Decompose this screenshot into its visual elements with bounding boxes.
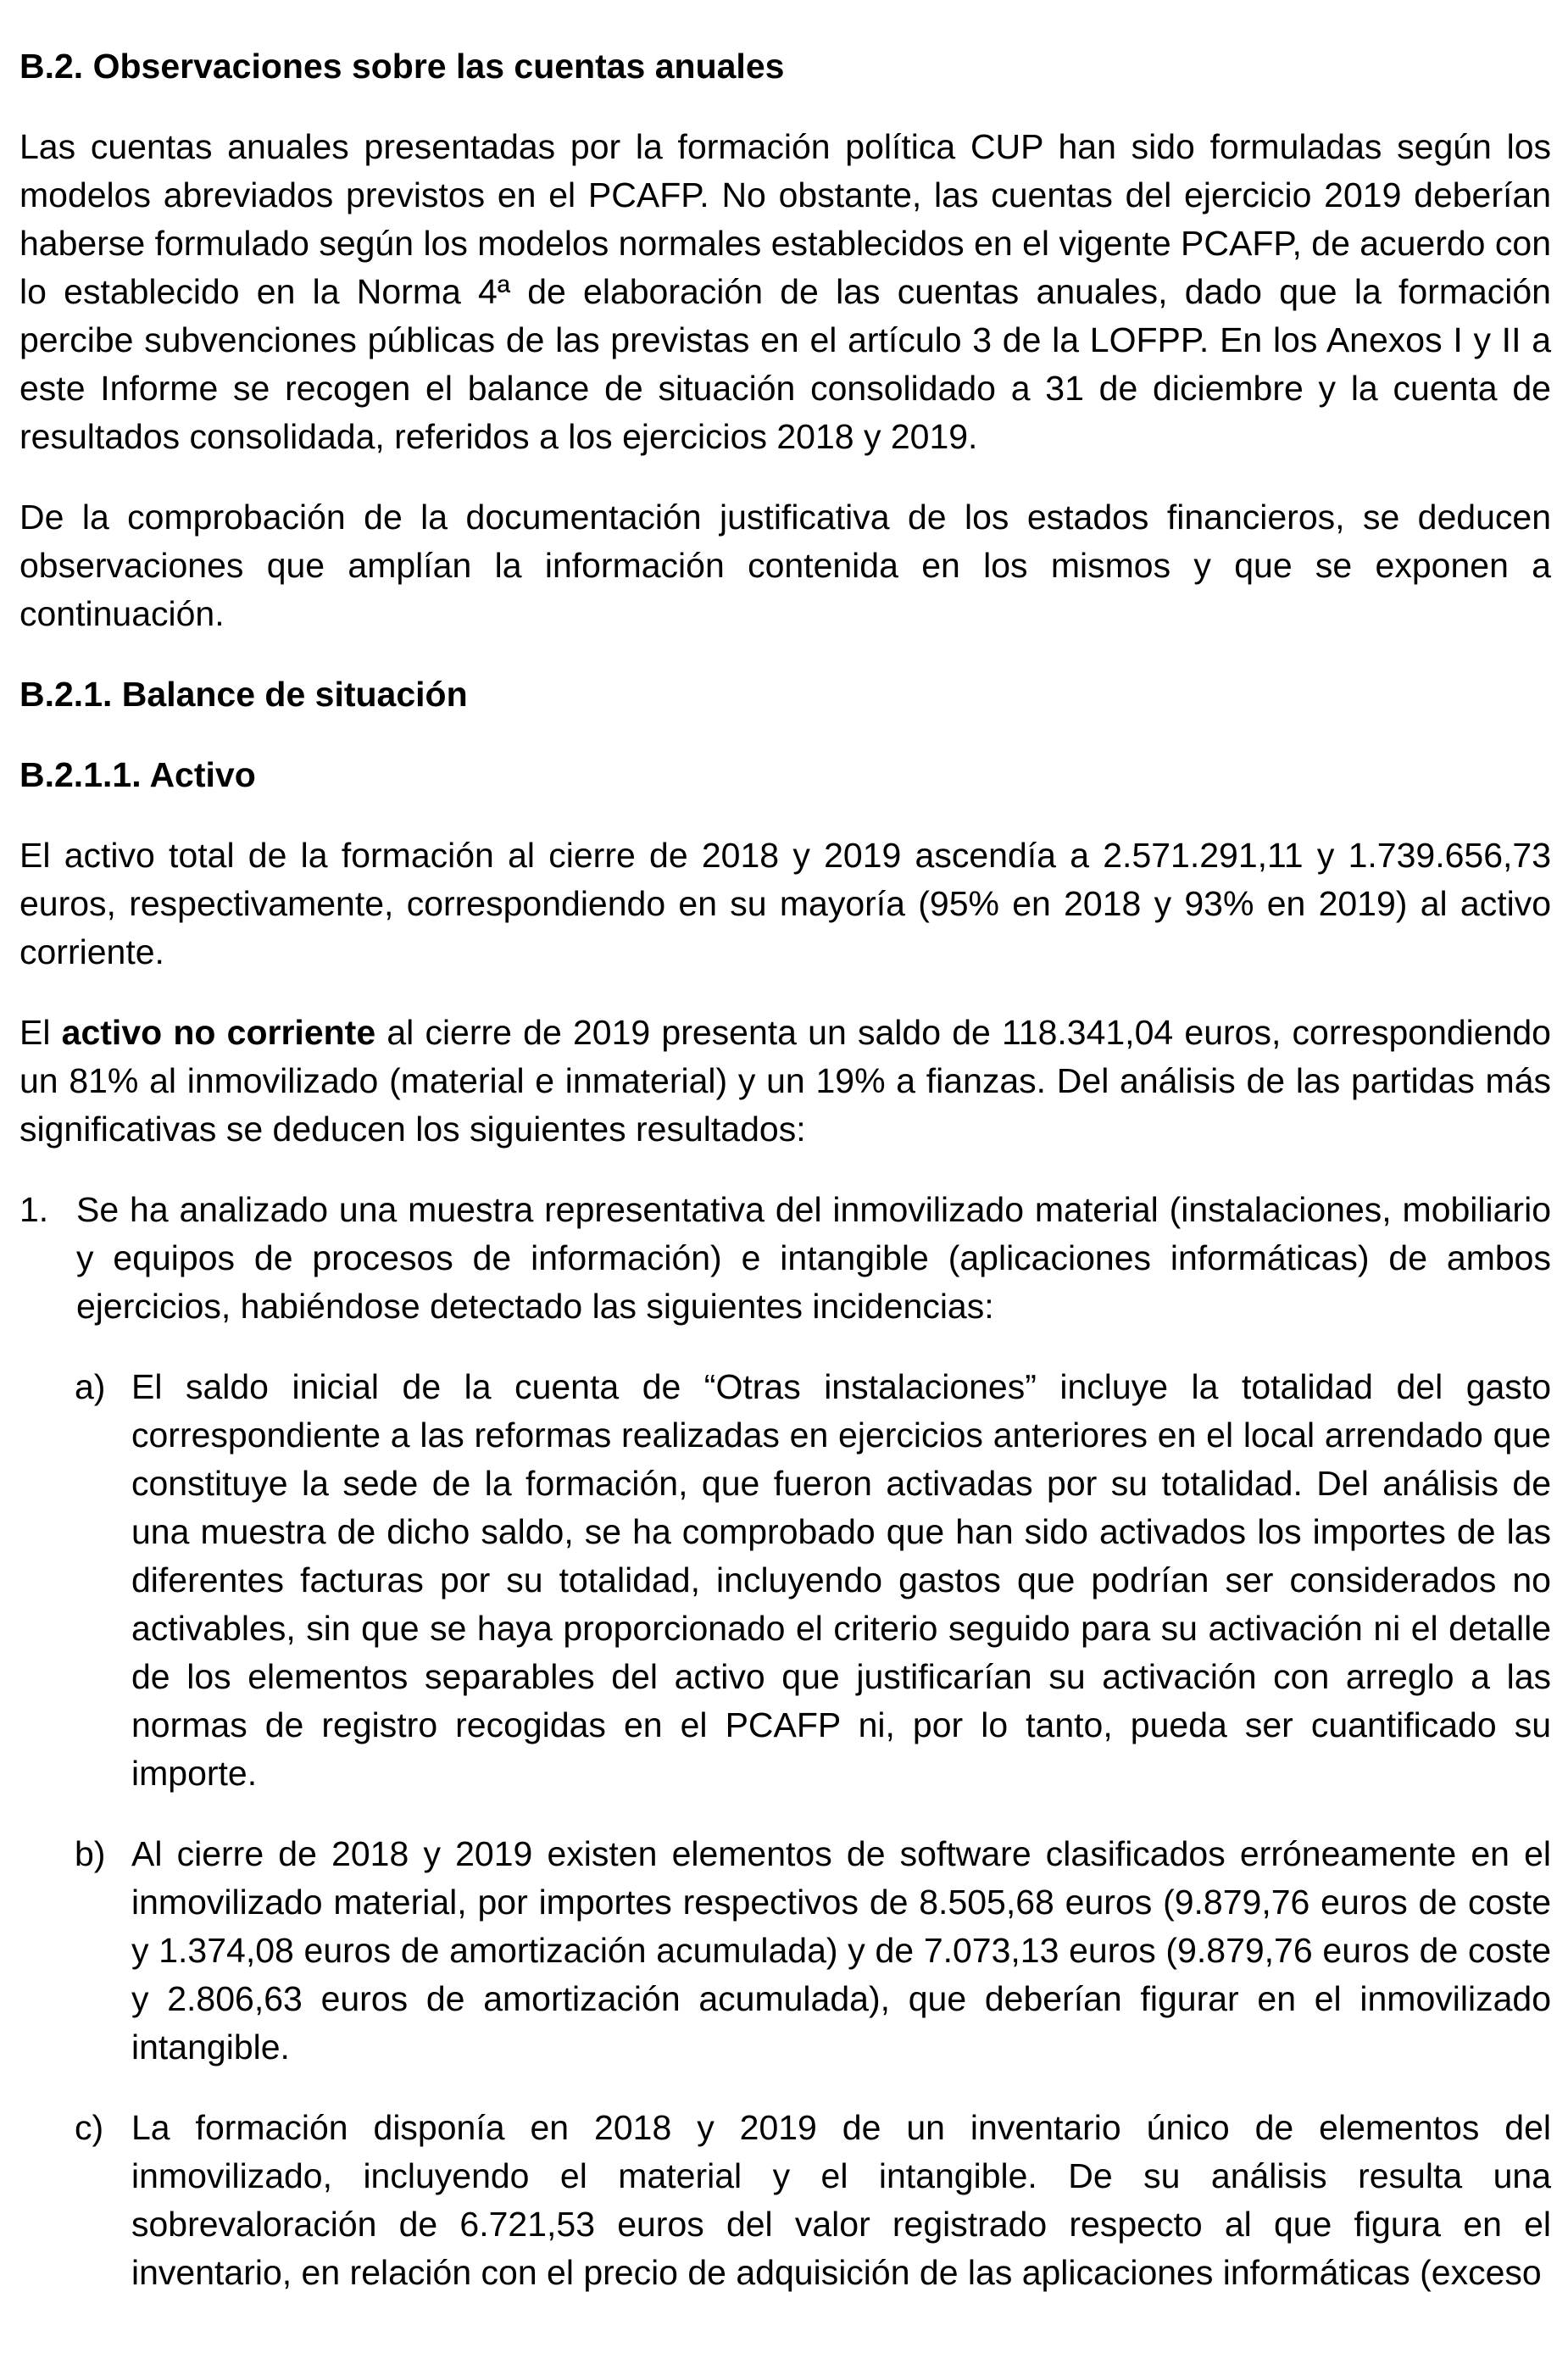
section-heading-b2: B.2. Observaciones sobre las cuentas anuales [19, 47, 785, 86]
section-heading-b211: B.2.1.1. Activo [19, 755, 256, 794]
list-item-b-text: Al cierre de 2018 y 2019 existen elementos de software clasificados erróneamente en el inmovilizado material, por importes respectivos de 8.505,68 euros (9.879,76 euros de coste y 1.374,08 euros de amortización acumulada) y de 7.073,13 euros (9.879,76 euros de coste y 2.806,63 euros de amortización acumulada), que deberían figurar en el inmovilizado intangible. [131, 1834, 1551, 2067]
list-item-c-text: La formación disponía en 2018 y 2019 de un inventario único de elementos del inmovilizado, incluyendo el material y el intangible. De su análisis resulta una sobrevaloración de 6.721,53 euros del valor registrado respecto al que figura en el inventario, en relación con el precio de adquisición de las aplicaciones informáticas (exceso [131, 2108, 1551, 2292]
list-item-1 [19, 1186, 1551, 1331]
list-item-a-marker: a) [75, 1367, 106, 1406]
list-item-1-marker: 1. [19, 1190, 49, 1229]
section-heading-b21: B.2.1. Balance de situación [19, 675, 468, 714]
list-item-b [75, 1830, 1551, 2072]
list-item-c-marker: c) [75, 2108, 104, 2147]
list-item-a [75, 1363, 1551, 1798]
paragraph-activo-no-corriente [19, 1009, 1551, 1154]
paragraph-activo-no-corriente-pre: El [19, 1013, 62, 1052]
paragraph-cuentas-formuladas: Las cuentas anuales presentadas por la formación política CUP han sido formuladas según los modelos abreviados previstos en el PCAFP. No obstante, las cuentas del ejercicio 2019 deberían haberse formulado según los modelos normales establecidos en el vigente PCAFP, de acuerdo con lo establecido en la Norma 4ª de elaboración de las cuentas anuales, dado que la formación percibe subvenciones públicas de las previstas en el artículo 3 de la LOFPP. En los Anexos I y II a este Informe se recogen el balance de situación consolidado a 31 de diciembre y la cuenta de resultados consolidada, referidos a los ejercicios 2018 y 2019. [19, 127, 1551, 456]
list-item-a-text: El saldo inicial de la cuenta de “Otras instalaciones” incluye la totalidad del gasto correspondiente a las reformas realizadas en ejercicios anteriores en el local arrendado que constituye la sede de la formación, que fueron activadas por su totalidad. Del análisis de una muestra de dicho saldo, se ha comprobado que han sido activados los importes de las diferentes facturas por su totalidad, incluyendo gastos que podrían ser considerados no activables, sin que se haya proporcionado el criterio seguido para su activación ni el detalle de los elementos separables del activo que justificarían su activación con arreglo a las normas de registro recogidas en el PCAFP ni, por lo tanto, pueda ser cuantificado su importe. [131, 1367, 1551, 1793]
list-item-c [75, 2104, 1551, 2297]
paragraph-activo-no-corriente-bold: activo no corriente [61, 1013, 376, 1052]
paragraph-activo-total: El activo total de la formación al cierre de 2018 y 2019 ascendía a 2.571.291,11 y 1.739.656,73 euros, respectivamente, correspondiendo en su mayoría (95% en 2018 y 93% en 2019) al activo corriente. [19, 836, 1551, 971]
paragraph-comprobacion: De la comprobación de la documentación justificativa de los estados financieros, se deducen observaciones que amplían la información contenida en los mismos y que se exponen a continuación. [19, 498, 1551, 633]
list-item-b-marker: b) [75, 1834, 106, 1873]
paragraph-activo-no-corriente-post: al cierre de 2019 presenta un saldo de 118.341,04 euros, correspondiendo un 81% al inmovilizado (material e inmaterial) y un 19% a fianzas. Del análisis de las partidas más significativas se deducen los siguientes resultados: [19, 1013, 1551, 1149]
list-item-1-text: Se ha analizado una muestra representativa del inmovilizado material (instalaciones, mobiliario y equipos de procesos de información) e intangible (aplicaciones informáticas) de ambos ejercicios, habiéndose detectado las siguientes incidencias: [76, 1190, 1551, 1326]
